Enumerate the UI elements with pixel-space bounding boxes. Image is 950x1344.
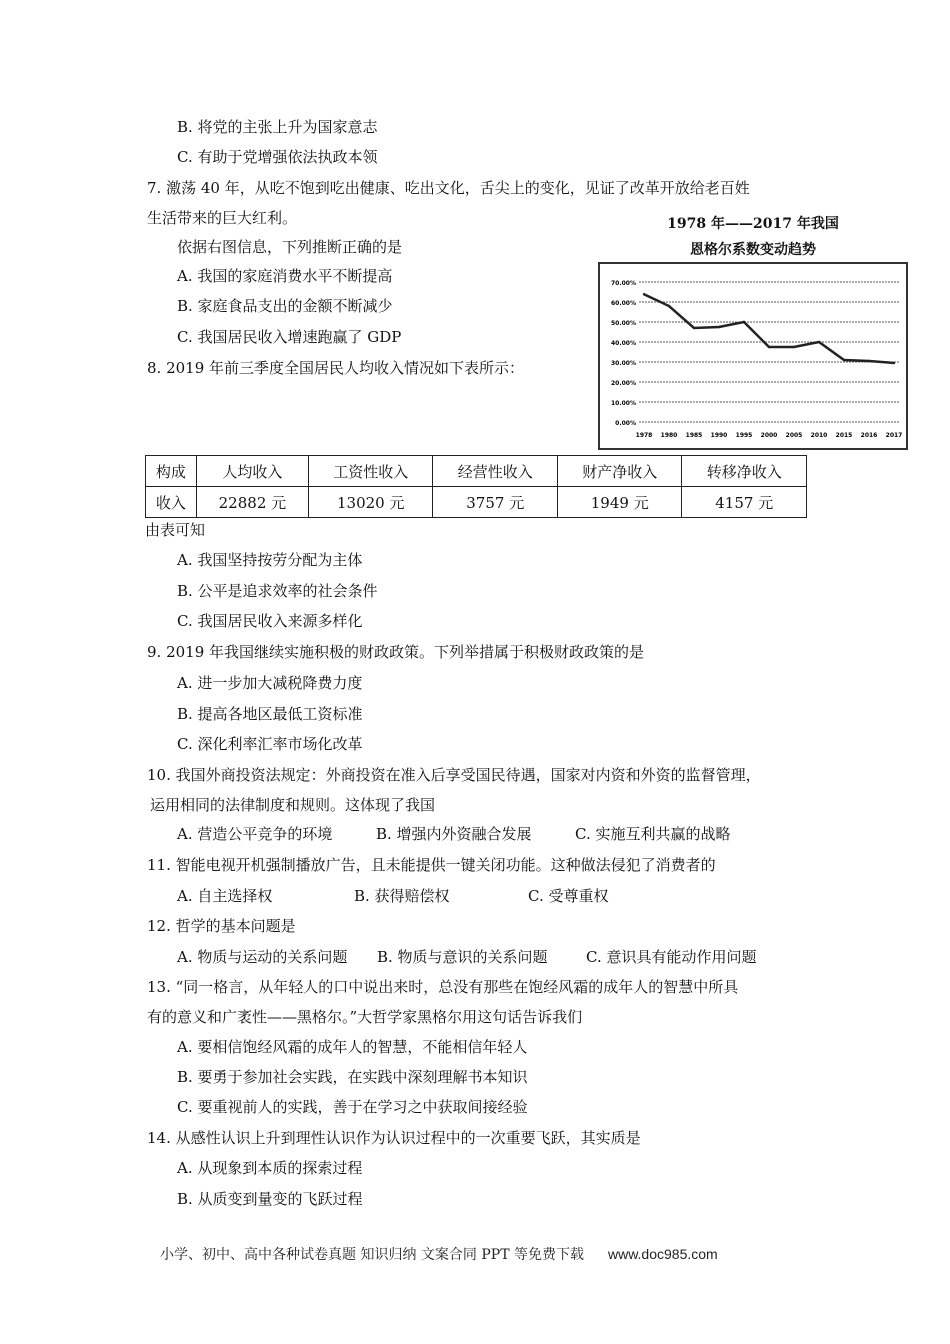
chart-y-tick-label: 60.00%	[611, 300, 636, 307]
q7-stem-line3: 依据右图信息，下列推断正确的是	[177, 238, 403, 256]
table-header-cell: 转移净收入	[682, 456, 807, 487]
footer-url[interactable]: www.doc985.com	[607, 1246, 718, 1262]
table-cell: 3757 元	[433, 487, 558, 518]
footer-text: 小学、初中、高中各种试卷真题 知识归纳 文案合同 PPT 等免费下载	[160, 1247, 584, 1263]
q6-option-c: C. 有助于党增强依法执政本领	[177, 148, 378, 166]
chart-x-tick-label: 2017	[885, 432, 903, 439]
engel-coefficient-chart	[594, 205, 912, 455]
chart-x-tick-label: 1990	[710, 432, 728, 439]
q12-option-a: A. 物质与运动的关系问题	[177, 948, 348, 966]
table-cell: 收入	[146, 487, 197, 518]
chart-data-point	[818, 341, 820, 343]
chart-title: 1978 年——2017 年我国	[667, 216, 839, 232]
q9-option-b: B. 提高各地区最低工资标准	[177, 705, 363, 723]
q7-stem-line1: 7. 激荡 40 年，从吃不饱到吃出健康、吃出文化，舌尖上的变化，见证了改革开放给老百姓	[147, 179, 750, 197]
chart-y-tick-label: 10.00%	[611, 400, 636, 407]
table-header-cell: 构成	[146, 456, 197, 487]
q6-option-b: B. 将党的主张上升为国家意志	[177, 118, 378, 136]
chart-data-point	[893, 362, 895, 364]
table-header-cell: 人均收入	[196, 456, 308, 487]
q9-option-a: A. 进一步加大减税降费力度	[177, 674, 363, 692]
q9-option-c: C. 深化利率汇率市场化改革	[177, 735, 363, 753]
q13-option-b: B. 要勇于参加社会实践，在实践中深刻理解书本知识	[177, 1068, 528, 1086]
chart-data-point	[868, 360, 870, 362]
q13-stem-line2: 有的意义和广袤性——黑格尔。”大哲学家黑格尔用这句话告诉我们	[147, 1008, 583, 1026]
q11-option-b: B. 获得赔偿权	[354, 887, 450, 905]
q8-option-c: C. 我国居民收入来源多样化	[177, 612, 363, 630]
chart-data-point	[843, 359, 845, 361]
q10-option-a: A. 营造公平竞争的环境	[177, 825, 333, 843]
q14-option-b: B. 从质变到量变的飞跃过程	[177, 1190, 363, 1208]
chart-data-point	[643, 293, 645, 295]
q10-option-b: B. 增强内外资融合发展	[376, 825, 532, 843]
income-table	[145, 455, 807, 518]
chart-frame	[599, 263, 907, 449]
chart-plot	[594, 260, 912, 455]
q13-option-c: C. 要重视前人的实践，善于在学习之中获取间接经验	[177, 1098, 528, 1116]
page-footer	[160, 1244, 718, 1264]
q8-stem: 8. 2019 年前三季度全国居民人均收入情况如下表所示：	[147, 359, 525, 377]
q12-option-c: C. 意识具有能动作用问题	[586, 948, 757, 966]
chart-x-tick-label: 1995	[735, 432, 753, 439]
table-cell: 1949 元	[557, 487, 682, 518]
q10-stem-line1: 10. 我国外商投资法规定：外商投资在准入后享受国民待遇，国家对内资和外资的监督管理，	[147, 766, 761, 784]
chart-x-tick-label: 1980	[660, 432, 678, 439]
table-cell: 22882 元	[196, 487, 308, 518]
q11-option-c: C. 受尊重权	[528, 887, 609, 905]
q12-option-b: B. 物质与意识的关系问题	[377, 948, 548, 966]
chart-series-line	[644, 294, 894, 363]
chart-data-point	[768, 346, 770, 348]
q13-stem-line1: 13. “同一格言，从年轻人的口中说出来时，总没有那些在饱经风霜的成年人的智慧中所具	[147, 978, 739, 996]
chart-data-point	[668, 305, 670, 307]
chart-x-tick-label: 1985	[685, 432, 703, 439]
chart-subtitle: 恩格尔系数变动趋势	[690, 242, 816, 258]
q11-option-a: A. 自主选择权	[177, 887, 273, 905]
q10-option-c: C. 实施互利共赢的战略	[575, 825, 731, 843]
q11-stem: 11. 智能电视开机强制播放广告，且未能提供一键关闭功能。这种做法侵犯了消费者的	[147, 856, 716, 874]
q13-option-a: A. 要相信饱经风霜的成年人的智慧，不能相信年轻人	[177, 1038, 528, 1056]
chart-data-point	[793, 346, 795, 348]
chart-x-tick-label: 2005	[785, 432, 803, 439]
chart-x-tick-label: 1978	[635, 432, 653, 439]
chart-y-tick-label: 30.00%	[611, 360, 636, 367]
chart-data-point	[743, 321, 745, 323]
chart-data-point	[693, 327, 695, 329]
table-header-cell: 工资性收入	[308, 456, 433, 487]
chart-x-tick-label: 2000	[760, 432, 778, 439]
q10-stem-line2: 运用相同的法律制度和规则。这体现了我国	[150, 796, 436, 814]
table-row	[146, 487, 807, 518]
q7-stem-line2: 生活带来的巨大红利。	[147, 209, 298, 227]
chart-y-tick-label: 70.00%	[611, 280, 636, 287]
table-header-cell: 经营性收入	[433, 456, 558, 487]
table-header-cell: 财产净收入	[557, 456, 682, 487]
q14-stem: 14. 从感性认识上升到理性认识作为认识过程中的一次重要飞跃，其实质是	[147, 1129, 641, 1147]
chart-y-tick-label: 40.00%	[611, 340, 636, 347]
q7-option-a: A. 我国的家庭消费水平不断提高	[177, 267, 393, 285]
chart-y-tick-label: 20.00%	[611, 380, 636, 387]
q9-stem: 9. 2019 年我国继续实施积极的财政政策。下列举措属于积极财政政策的是	[147, 643, 645, 661]
table-cell: 4157 元	[682, 487, 807, 518]
q12-stem: 12. 哲学的基本问题是	[147, 917, 296, 935]
chart-x-tick-label: 2015	[835, 432, 853, 439]
q7-option-c: C. 我国居民收入增速跑赢了 GDP	[177, 328, 402, 346]
chart-x-tick-label: 2010	[810, 432, 828, 439]
chart-data-point	[718, 326, 720, 328]
q8-option-a: A. 我国坚持按劳分配为主体	[177, 551, 363, 569]
table-cell: 13020 元	[308, 487, 433, 518]
q8-after-table: 由表可知	[145, 521, 206, 539]
chart-y-tick-label: 50.00%	[611, 320, 636, 327]
chart-y-tick-label: 0.00%	[615, 420, 636, 427]
q7-option-b: B. 家庭食品支出的金额不断减少	[177, 297, 393, 315]
chart-x-tick-label: 2016	[860, 432, 878, 439]
table-header-row	[146, 456, 807, 487]
q8-option-b: B. 公平是追求效率的社会条件	[177, 582, 378, 600]
q14-option-a: A. 从现象到本质的探索过程	[177, 1159, 363, 1177]
